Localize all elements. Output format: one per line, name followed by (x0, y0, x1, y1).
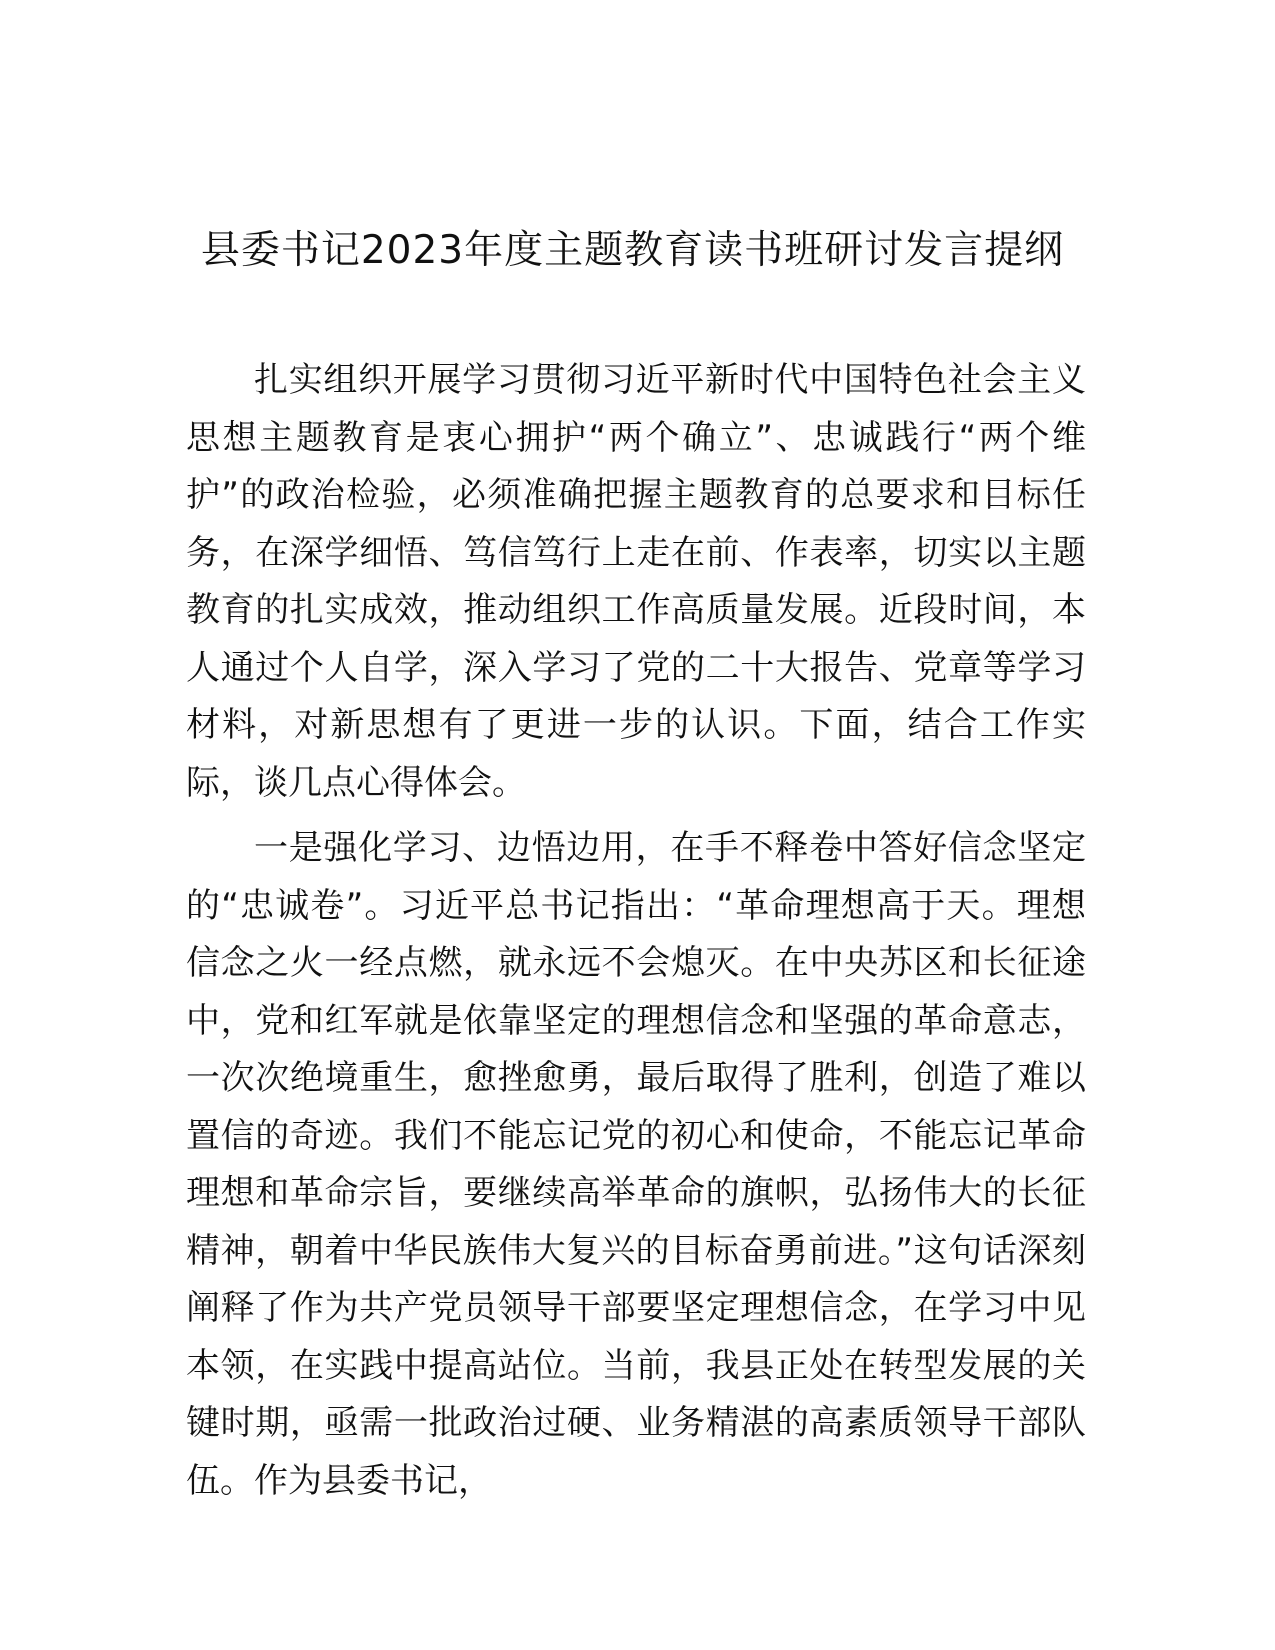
paragraph-point-one: 一是强化学习、边悟边用，在手不释卷中答好信念坚定的“忠诚卷”。习近平总书记指出：“革命理想高于天。理想信念之火一经点燃，就永远不会熄灭。在中央苏区和长征途中，党和红军就是依靠坚定的理想信念和坚强的革命意志，一次次绝境重生，愈挫愈勇，最后取得了胜利，创造了难以置信的奇迹。我们不能忘记党的初心和使命，不能忘记革命理想和革命宗旨，要继续高举革命的旗帜，弘扬伟大的长征精神，朝着中华民族伟大复兴的目标奋勇前进。”这句话深刻阐释了作为共产党员领导干部要坚定理想信念，在学习中见本领，在实践中提高站位。当前，我县正处在转型发展的关键时期，亟需一批政治过硬、业务精湛的高素质领导干部队伍。作为县委书记， (186, 828, 1086, 1501)
paragraph-intro: 扎实组织开展学习贯彻习近平新时代中国特色社会主义思想主题教育是衷心拥护“两个确立”、忠诚践行“两个维护”的政治检验，必须准确把握主题教育的总要求和目标任务，在深学细悟、笃信笃行上走在前、作表率，切实以主题教育的扎实成效，推动组织工作高质量发展。近段时间，本人通过个人自学，深入学习了党的二十大报告、党章等学习材料，对新思想有了更进一步的认识。下面，结合工作实际，谈几点心得体会。 (186, 360, 1086, 803)
document-body (186, 352, 1086, 1510)
document-title: 县委书记2023年度主题教育读书班研讨发言提纲 (200, 228, 1065, 273)
